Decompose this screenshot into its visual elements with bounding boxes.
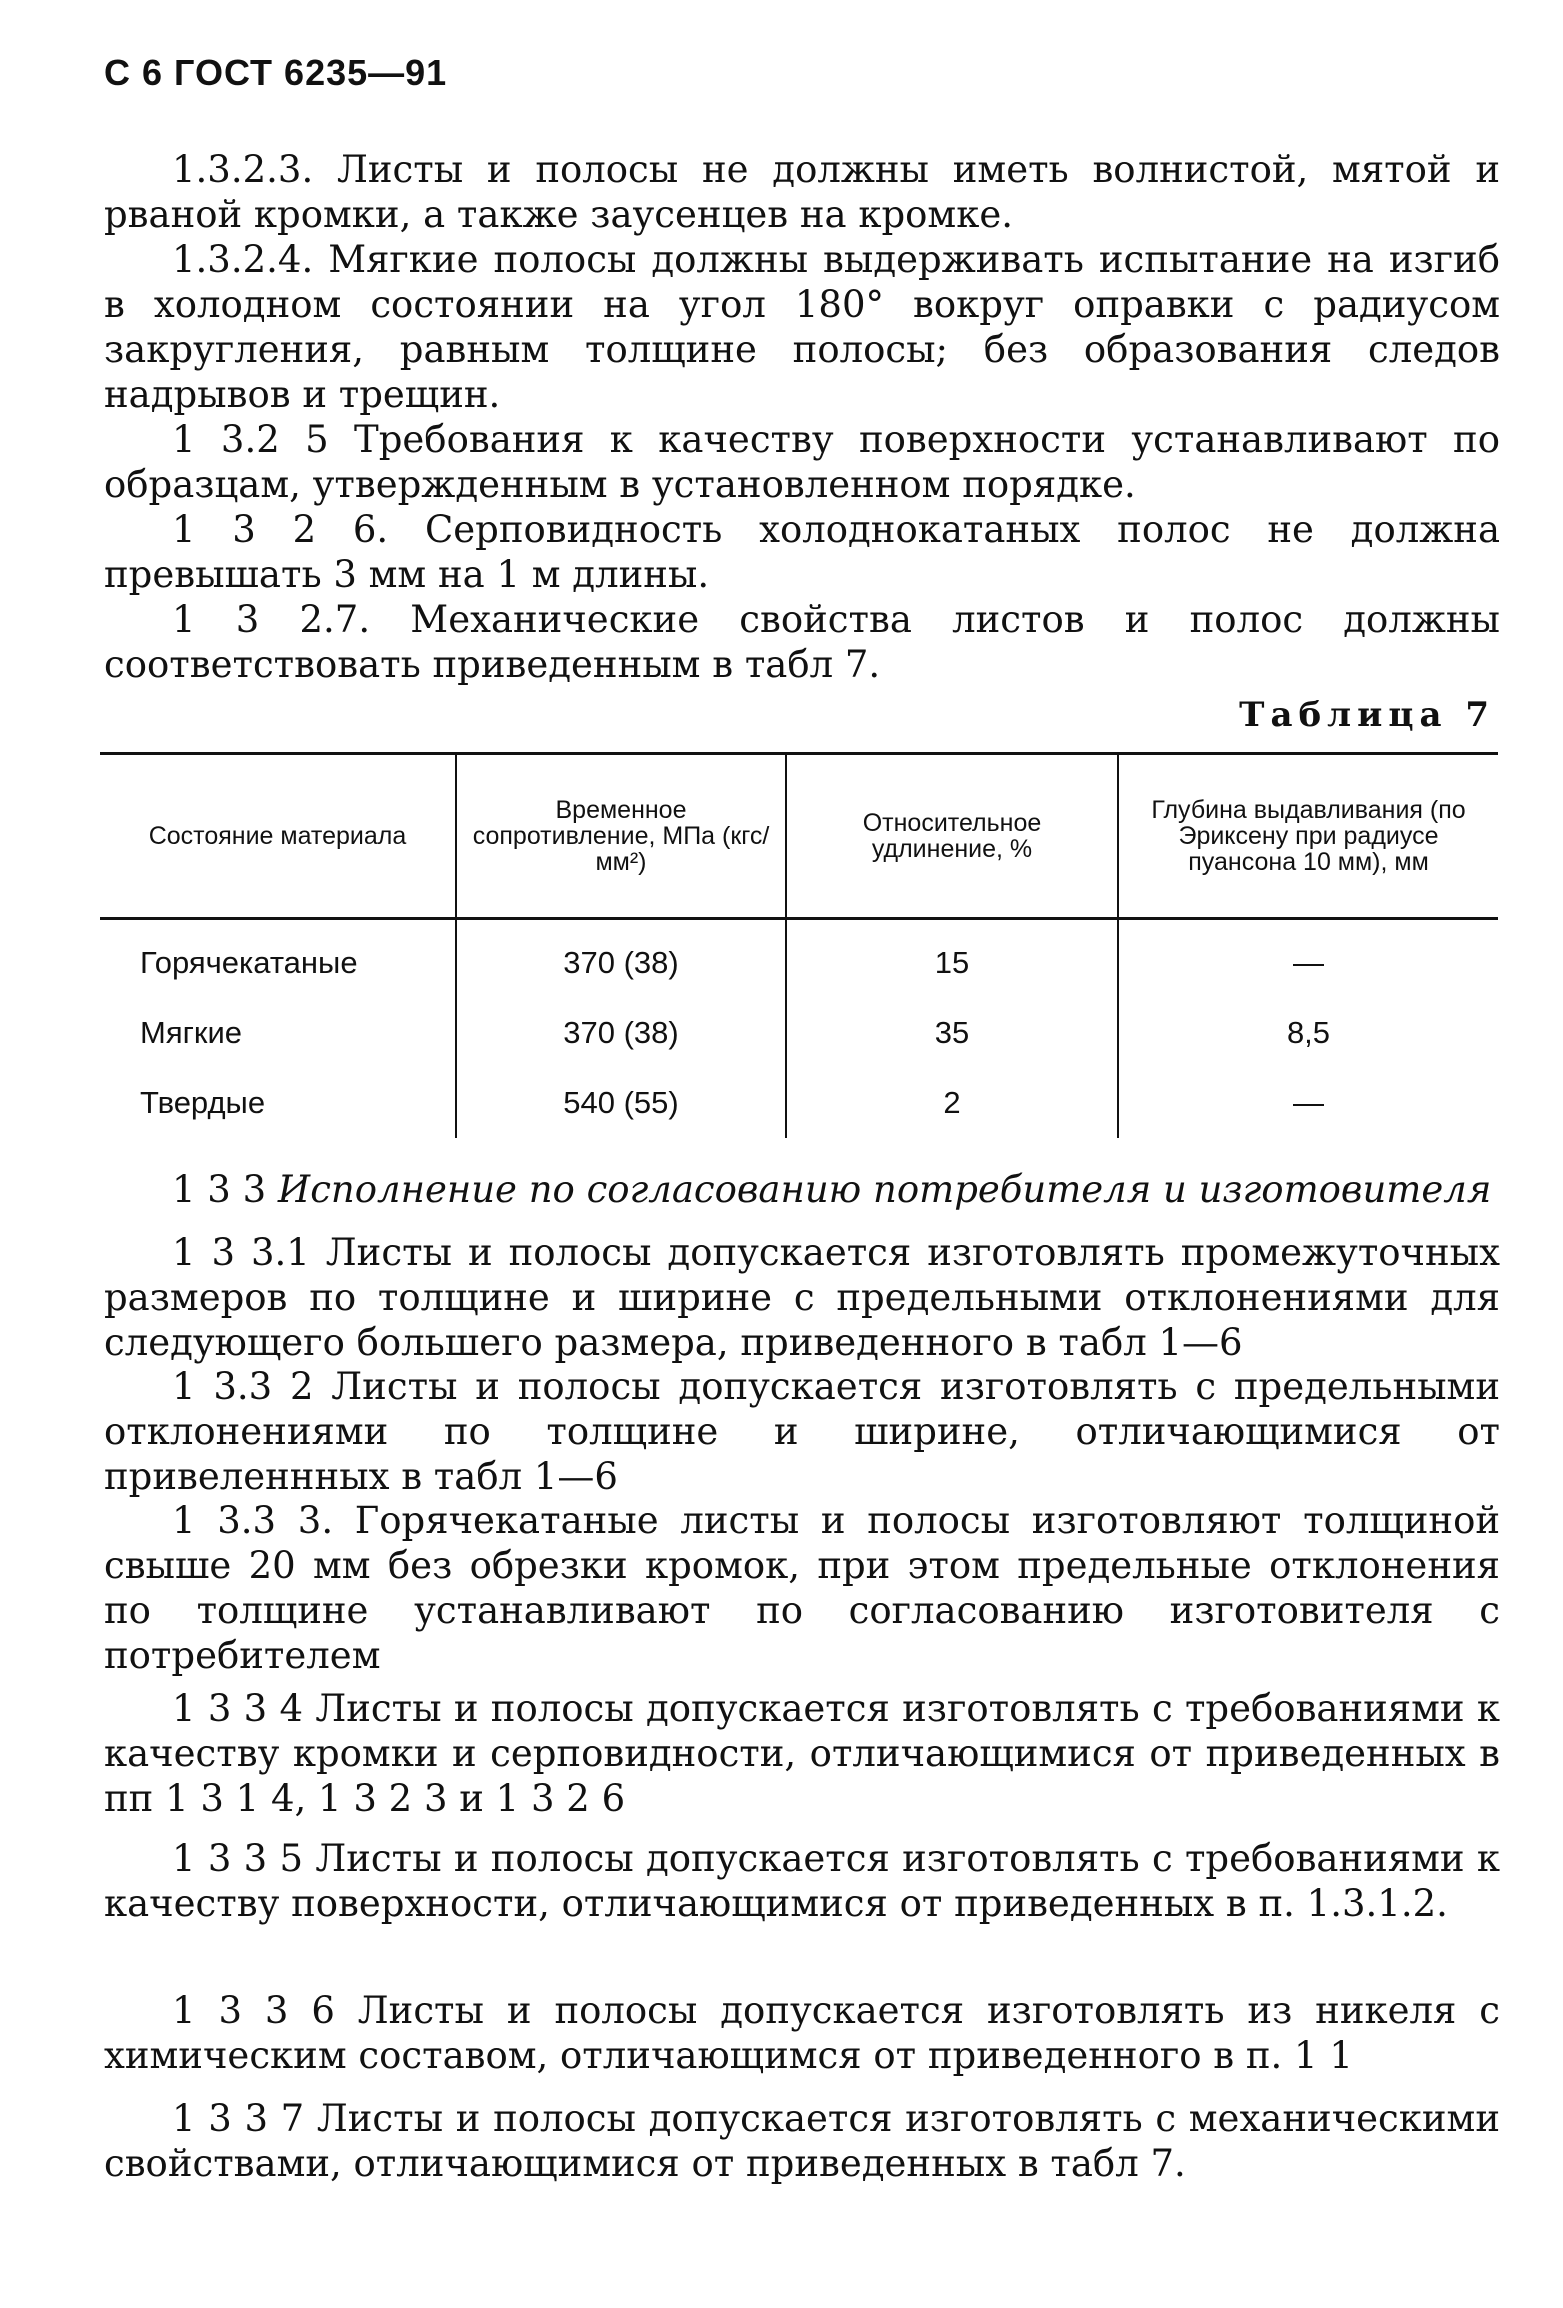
- cell-state: Твердые: [140, 1085, 266, 1120]
- paragraph-1-3-3-5: 1 3 3 5 Листы и полосы допускается изготовлять с требованиями к качеству поверхности, отличающимися от приведенных в п. 1.3.1.2.: [104, 1837, 1500, 1925]
- cell-elongation: 15: [786, 928, 1118, 998]
- cell-elongation: 35: [786, 998, 1118, 1068]
- cell-depth: —: [1118, 928, 1498, 998]
- cell-strength: 540 (55): [456, 1068, 786, 1138]
- paragraph-1-3-2-3: 1.3.2.3. Листы и полосы не должны иметь волнистой, мятой и рваной кромки, а также заусенцев на кромке.: [104, 148, 1500, 236]
- table-row: [100, 928, 1498, 998]
- cell-state: Горячекатаные: [140, 945, 358, 980]
- paragraph-1-3-2-5: 1 3.2 5 Требования к качеству поверхности устанавливают по образцам, утвержденным в установленном порядке.: [104, 418, 1500, 506]
- cell-depth: 8,5: [1118, 998, 1498, 1068]
- header-erichsen-depth: Глубина выдавливания (по Эриксену при радиусе пуансона 10 мм), мм: [1118, 754, 1498, 919]
- header-elongation: Относительное удлинение, %: [786, 754, 1118, 919]
- table-row: [100, 998, 1498, 1068]
- header-tensile-strength: Временное сопротивление, МПа (кгс/мм²): [456, 754, 786, 919]
- table-title: Таблица 7: [1239, 695, 1495, 735]
- section-heading: [104, 1167, 1500, 1212]
- cell-state: Мягкие: [140, 1015, 243, 1050]
- paragraph-1-3-3-6: 1 3 3 6 Листы и полосы допускается изготовлять из никеля с химическим составом, отличающимся от приведенного в п. 1 1: [104, 1989, 1500, 2077]
- cell-depth: —: [1118, 1068, 1498, 1138]
- paragraph-1-3-3-2: 1 3.3 2 Листы и полосы допускается изготовлять с предельными отклонениями по толщине и ширине, отличающимися от привеленнных в табл 1—6: [104, 1365, 1500, 1498]
- paragraph-1-3-3-4: 1 3 3 4 Листы и полосы допускается изготовлять с требованиями к качеству кромки и серповидности, отличающимися от приведенных в пп 1 3 1 4, 1 3 2 3 и 1 3 2 6: [104, 1687, 1500, 1820]
- table-row: [100, 1068, 1498, 1138]
- section-number: 1 3 3: [172, 1168, 267, 1211]
- cell-strength: 370 (38): [456, 998, 786, 1068]
- page-header: С 6 ГОСТ 6235—91: [104, 52, 448, 93]
- paragraph-1-3-3-1: 1 3 3.1 Листы и полосы допускается изготовлять промежуточных размеров по толщине и ширине с предельными отклонениями для следующего большего размера, приведенного в табл 1—6: [104, 1231, 1500, 1364]
- paragraph-1-3-3-3: 1 3.3 3. Горячекатаные листы и полосы изготовляют толщиной свыше 20 мм без обрезки кромок, при этом предельные отклонения по толщине устанавливают по согласованию изготовителя с потребителем: [104, 1499, 1500, 1677]
- section-title: Исполнение по согласованию потребителя и изготовителя: [277, 1168, 1492, 1211]
- header-material-state: Состояние материала: [148, 822, 407, 850]
- table-header-row: [100, 754, 1498, 919]
- cell-elongation: 2: [786, 1068, 1118, 1138]
- paragraph-1-3-2-4: 1.3.2.4. Мягкие полосы должны выдерживать испытание на изгиб в холодном состоянии на угол 180° вокруг оправки с радиусом закругления, равным толщине полосы; без образования следов надрывов и трещин.: [104, 238, 1500, 416]
- paragraph-1-3-2-6: 1 3 2 6. Серповидность холоднокатаных полос не должна превышать 3 мм на 1 м длины.: [104, 508, 1500, 596]
- table-7: [100, 752, 1498, 1138]
- cell-strength: 370 (38): [456, 928, 786, 998]
- paragraph-1-3-3-7: 1 3 3 7 Листы и полосы допускается изготовлять с механическими свойствами, отличающимися от приведенных в табл 7.: [104, 2097, 1500, 2185]
- paragraph-1-3-2-7: 1 3 2.7. Механические свойства листов и полос должны соответствовать приведенным в табл 7.: [104, 598, 1500, 686]
